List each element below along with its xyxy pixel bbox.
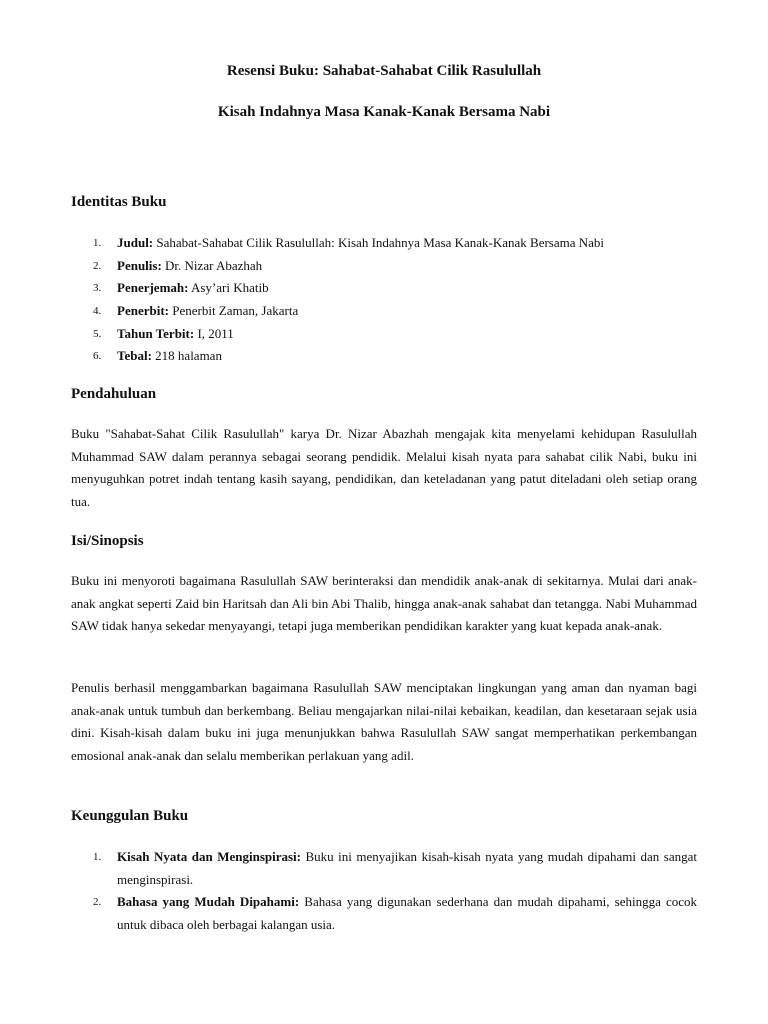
item-value: Asy’ari Khatib — [188, 280, 269, 296]
keunggulan-list — [71, 846, 697, 937]
item-label: Kisah Nyata dan Menginspirasi: — [117, 849, 301, 864]
identitas-item — [71, 345, 697, 368]
identitas-item — [71, 255, 697, 278]
pendahuluan-paragraph: Buku "Sahabat-Sahat Cilik Rasulullah" karya Dr. Nizar Abazhah mengajak kita menyelami kehidupan Rasulullah Muhammad SAW dalam perannya sebagai seorang pendidik. Melalui kisah nyata para sahabat cilik Nabi, buku ini menyuguhkan potret indah tentang kasih sayang, pendidikan, dan keteladanan yang patut diteladani oleh setiap orang tua. — [71, 426, 697, 510]
item-label: Penerbit: — [117, 303, 169, 319]
keunggulan-item — [71, 846, 697, 891]
item-value: Buku ini menyajikan kisah-kisah nyata yang mudah dipahami dan sangat menginspirasi. — [117, 849, 697, 887]
item-value: I, 2011 — [194, 325, 234, 341]
identitas-item — [71, 300, 697, 323]
isi-paragraph-2: Penulis berhasil menggambarkan bagaimana Rasulullah SAW menciptakan lingkungan yang aman dan nyaman bagi anak-anak untuk tumbuh dan berkembang. Beliau mengajarkan nilai-nilai kebaikan, keadilan, dan kesetaraan sejak usia dini. Kisah-kisah dalam buku ini juga menunjukkan bahwa Rasulullah SAW sangat memperhatikan perkembangan emosional anak-anak dan selalu memberikan perlakuan yang adil. — [71, 680, 697, 764]
document-subtitle: Kisah Indahnya Masa Kanak-Kanak Bersama Nabi — [217, 104, 551, 120]
list-number: 4. — [93, 305, 102, 318]
item-value: 218 halaman — [151, 348, 222, 364]
identitas-heading: Identitas Buku — [71, 194, 167, 210]
identitas-item — [71, 232, 697, 255]
item-label: Penulis: — [117, 257, 162, 273]
document-title: Resensi Buku: Sahabat-Sahabat Cilik Rasulullah — [226, 63, 542, 79]
list-number: 6. — [93, 350, 102, 363]
list-number: 2. — [93, 259, 102, 272]
isi-paragraph-1: Buku ini menyoroti bagaimana Rasulullah SAW berinteraksi dan mendidik anak-anak di sekitarnya. Mulai dari anak-anak angkat seperti Zaid bin Haritsah dan Ali bin Abi Thalib, hingga anak-anak sahabat dan tetangga. Nabi Muhammad SAW tidak hanya sekedar menyayangi, tetapi juga memberikan pendidikan karakter yang kuat kepada anak-anak. — [71, 573, 697, 634]
list-number: 3. — [93, 282, 102, 295]
list-number: 2. — [93, 896, 102, 909]
item-value: Dr. Nizar Abazhah — [161, 257, 263, 273]
keunggulan-item — [71, 891, 697, 936]
item-label: Tahun Terbit: — [117, 325, 195, 341]
identitas-item — [71, 323, 697, 346]
item-label: Bahasa yang Mudah Dipahami: — [117, 894, 300, 910]
identitas-list — [71, 232, 697, 368]
list-number: 1. — [93, 237, 102, 249]
item-label: Penerjemah: — [117, 280, 189, 296]
list-number: 5. — [93, 327, 102, 340]
item-value: Sahabat-Sahabat Cilik Rasulullah: Kisah Indahnya Masa Kanak-Kanak Bersama Nabi — [153, 235, 605, 250]
keunggulan-heading: Keunggulan Buku — [71, 808, 189, 824]
item-value: Penerbit Zaman, Jakarta — [168, 303, 299, 319]
list-number: 1. — [93, 851, 102, 863]
isi-heading: Isi/Sinopsis — [71, 533, 144, 549]
pendahuluan-heading: Pendahuluan — [71, 386, 157, 402]
item-value: Bahasa yang digunakan sederhana dan mudah dipahami, sehingga cocok untuk dibaca oleh berbagai kalangan usia. — [117, 894, 697, 933]
item-label: Tebal: — [117, 348, 152, 364]
identitas-item — [71, 277, 697, 300]
item-label: Judul: — [117, 235, 154, 250]
